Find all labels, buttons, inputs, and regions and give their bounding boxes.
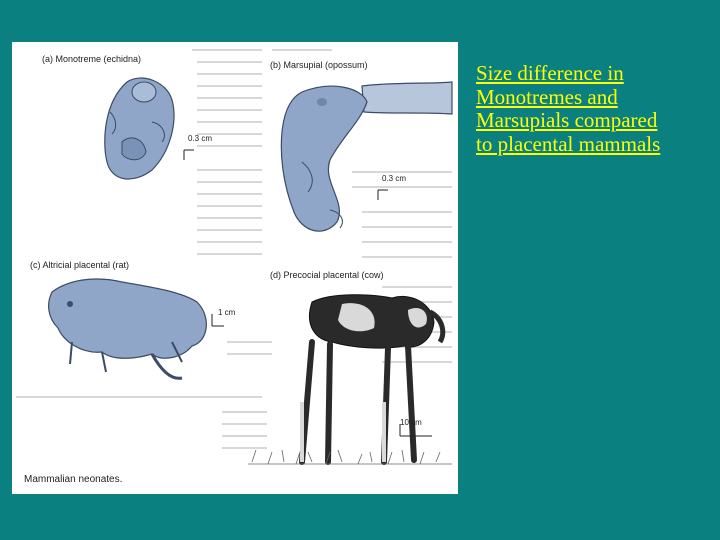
figure-caption: Mammalian neonates. (24, 474, 123, 485)
grass (248, 450, 452, 464)
panel-c-label: (c) Altricial placental (rat) (30, 260, 130, 270)
opossum-neonate-illustration (281, 82, 452, 231)
scale-bar-a (184, 150, 194, 160)
panel-a-label: (a) Monotreme (echidna) (42, 54, 142, 64)
caption-line-4[interactable]: to placental mammals (476, 131, 661, 156)
caption-line-3[interactable]: Marsupials compared (476, 108, 658, 132)
caption-line-1[interactable]: Size difference in (476, 61, 624, 85)
panel-b-scale: 0.3 cm (382, 174, 407, 183)
panel-c-scale: 1 cm (218, 308, 236, 317)
caption-line-2[interactable]: Monotremes and (476, 84, 618, 109)
rat-neonate-illustration (49, 279, 207, 378)
echidna-neonate-illustration (105, 78, 174, 179)
panel-b-label: (b) Marsupial (opossum) (270, 60, 368, 70)
neonates-figure (12, 42, 458, 494)
slide-caption[interactable] (476, 62, 706, 156)
panel-d-scale: 10 cm (400, 418, 422, 427)
panel-d-label: (d) Precocial placental (cow) (270, 270, 384, 280)
calf-neonate-illustration (302, 295, 443, 462)
scale-bar-b (378, 190, 388, 200)
panel-a-scale: 0.3 cm (188, 134, 213, 143)
